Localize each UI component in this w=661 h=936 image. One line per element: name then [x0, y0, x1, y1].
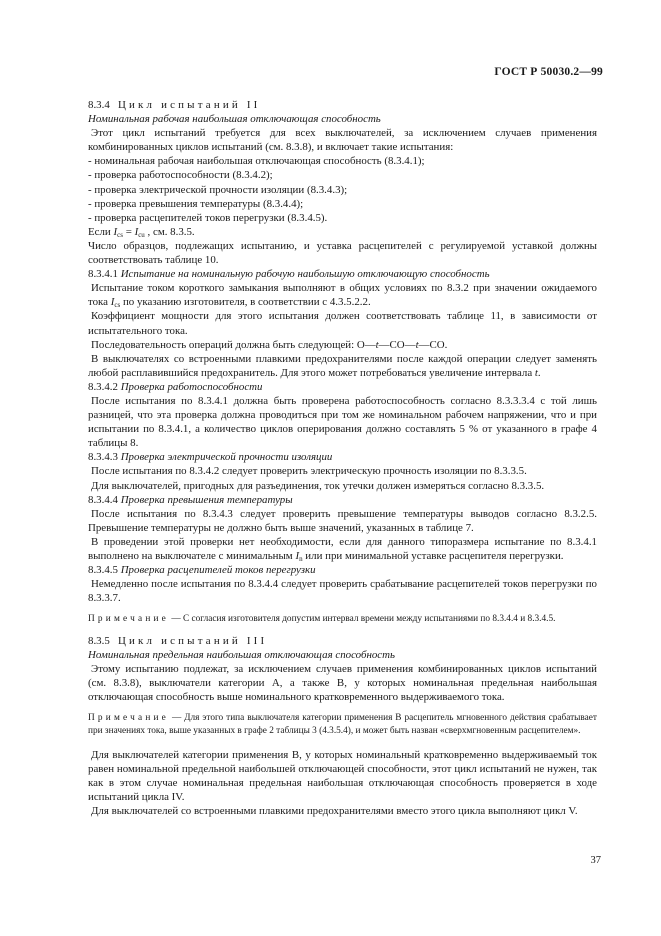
subsection-heading-8-3-4-2: 8.3.4.2 Проверка работоспособности: [88, 380, 263, 393]
subsection-heading-8-3-4-3: 8.3.4.3 Проверка электрической прочности изоляции: [88, 451, 333, 464]
list-item: - проверка работоспособности (8.3.4.2);: [88, 169, 273, 182]
paragraph: Если $I_{cs} = I_{cu}$ , см. 8.3.5.: [88, 225, 195, 239]
paragraph: В проведении этой проверки нет необходимости, если для данного типоразмера испытание по 8.3.4.1 выполнено на выключателе с минимальным $I_n$ или при минимальной уставке расцепителя перегрузки.: [88, 535, 597, 563]
paragraph: Для выключателей категории применения В, у которых номинальный кратковременно выдерживаемый ток равен номинальной предельной наибольшей отключающей способности, этот цикл испытаний не нужен, так как в этом случае номинальная предельная наибольшая отключающая способность проверяется в ходе испытаний цикла IV.: [88, 748, 597, 803]
paragraph: После испытания по 8.3.4.3 следует проверить превышение температуры выводов согласно 8.3.2.5. Превышение температуры не должно быть выше значений, указанных в таблице 7.: [88, 507, 597, 534]
paragraph: Для выключателей, пригодных для разъединения, ток утечки должен измеряться согласно 8.3.3.5.: [91, 479, 545, 492]
document-id: ГОСТ Р 50030.2—99: [494, 66, 603, 78]
page-body: [88, 98, 597, 818]
section-subtitle: Номинальная рабочая наибольшая отключающая способность: [88, 113, 381, 126]
subsection-heading-8-3-4-4: 8.3.4.4 Проверка превышения температуры: [88, 493, 293, 506]
note: Примечание — С согласия изготовителя допустим интервал времени между испытаниями по 8.3.4.4 и 8.3.4.5.: [88, 614, 556, 625]
paragraph: Число образцов, подлежащих испытанию, и уставка расцепителей с регулируемой уставкой должны соответствовать таблице 10.: [88, 239, 597, 267]
page-number: 37: [590, 855, 601, 866]
section-subtitle: Номинальная предельная наибольшая отключающая способность: [88, 649, 395, 662]
subsection-heading-8-3-4-5: 8.3.4.5 Проверка расцепителей токов перегрузки: [88, 564, 316, 577]
list-item: - номинальная рабочая наибольшая отключающая способность (8.3.4.1);: [88, 155, 425, 168]
paragraph: Для выключателей со встроенными плавкими предохранителями вместо этого цикла выполняют цикл V.: [91, 805, 578, 817]
paragraph: Этот цикл испытаний требуется для всех выключателей, за исключением случаев применения комбинированных циклов испытаний (см. 8.3.8), и включает такие испытания:: [88, 127, 597, 154]
paragraph: После испытания по 8.3.4.1 должна быть проверена работоспособность согласно 8.3.3.3.4 с той лишь разницей, что эта проверка должна проводиться при том же номинальном рабочем напряжении, что и при испытании по 8.3.4.1, а количество циклов оперирования должно составлять 5 % от указанного в графе 4 таблицы 8.: [88, 394, 597, 450]
paragraph: Последовательность операций должна быть следующей: О—t—СО—t—СО.: [91, 338, 448, 351]
section-heading-8-3-5: 8.3.5 Цикл испытаний III: [88, 634, 268, 647]
subsection-heading-8-3-4-1: 8.3.4.1 Испытание на номинальную рабочую наибольшую отключающую способность: [88, 268, 490, 281]
paragraph: Коэффициент мощности для этого испытания должен соответствовать таблице 11, в зависимости от испытательного тока.: [88, 310, 597, 337]
list-item: - проверка превышения температуры (8.3.4.4);: [88, 197, 304, 210]
list-item: - проверка электрической прочности изоляции (8.3.4.3);: [88, 183, 348, 196]
paragraph: Испытание током короткого замыкания выполняют в общих условиях по 8.3.2 при значении ожидаемого тока $I_{cs}$ по указанию изготовителя, в соответствии с 4.3.5.2.2.: [88, 282, 597, 310]
list-item: - проверка расцепителей токов перегрузки (8.3.4.5).: [88, 211, 328, 224]
paragraph: Этому испытанию подлежат, за исключением случаев применения комбинированных циклов испытаний (см. 8.3.8), выключатели категории А, а также В, у которых номинальная предельная наибольшая отключающая способность выше номинального кратковременного выдерживаемого тока.: [88, 663, 597, 704]
section-heading-8-3-4: 8.3.4 Цикл испытаний II: [88, 99, 261, 111]
paragraph: Немедленно после испытания по 8.3.4.4 следует проверить срабатывание расцепителей токов перегрузки по 8.3.3.7.: [88, 578, 597, 605]
paragraph: После испытания по 8.3.4.2 следует проверить электрическую прочность изоляции по 8.3.3.5.: [91, 465, 527, 478]
paragraph: В выключателях со встроенными плавкими предохранителями после каждой операции следует заменять любой расплавившийся предохранитель. Для этого может потребоваться увеличение интервала t.: [88, 352, 597, 379]
note: Примечание — Для этого типа выключателя категории применения В расцепитель мгновенного действия срабатывает при значениях тока, выше указанных в графе 2 таблицы 3 (4.3.5.4), и может быть назван «сверхмгновенным расцепителем».: [88, 713, 597, 737]
